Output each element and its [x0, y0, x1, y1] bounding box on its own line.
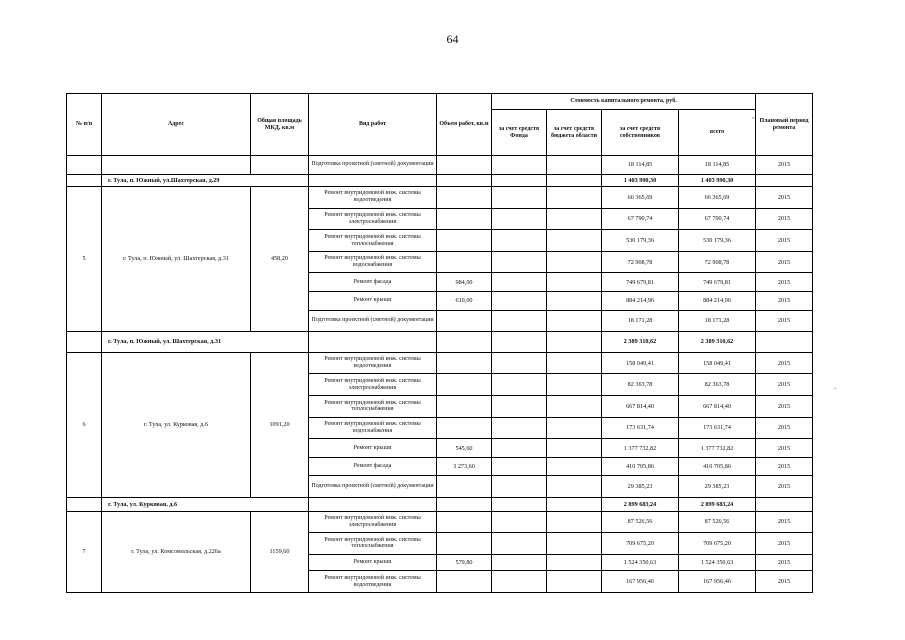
volume-cell: 579,80: [437, 554, 492, 570]
volume-cell: [437, 476, 492, 498]
work-cell: Подготовка проектной (сметной) документации: [309, 156, 437, 175]
total-cell: 1 524 350,63: [679, 554, 756, 570]
owners-cell: 884 214,96: [602, 292, 679, 311]
total-cell: 173 631,74: [679, 417, 756, 439]
owners-cell: 1 524 350,63: [602, 554, 679, 570]
work-cell: Ремонт фасада: [309, 457, 437, 476]
work-cell: Ремонт крыши: [309, 439, 437, 458]
work-cell: Ремонт внутридомовой инж. системы теплоснабжения: [309, 230, 437, 252]
total-cell: 709 675,20: [679, 533, 756, 555]
total-cell: 18 114,85: [679, 156, 756, 175]
period-cell: 2015: [756, 457, 813, 476]
total-cell: 167 956,46: [679, 571, 756, 593]
volume-cell: [437, 186, 492, 208]
work-cell: Ремонт крыши: [309, 554, 437, 570]
header-fund: за счет средств Фонда: [492, 110, 547, 156]
volume-cell: 610,00: [437, 292, 492, 311]
subtotal-row: [67, 498, 813, 511]
owners-cell: 530 179,36: [602, 230, 679, 252]
area-cell: 458,20: [251, 186, 309, 331]
total-cell: 87 526,56: [679, 511, 756, 533]
work-cell: Подготовка проектной (сметной) документации: [309, 310, 437, 332]
table-row: [67, 511, 813, 533]
owners-cell: 749 679,81: [602, 273, 679, 292]
margin-mark: .: [834, 381, 837, 391]
total-cell: 67 790,74: [679, 208, 756, 230]
period-cell: 2015: [756, 156, 813, 175]
total-cell: 884 214,96: [679, 292, 756, 311]
period-cell: 2015: [756, 374, 813, 396]
owners-cell: 667 814,40: [602, 396, 679, 418]
period-cell: 2015: [756, 310, 813, 332]
header-cost-group: Стоимость капитального ремонта, руб.: [492, 94, 756, 110]
row-number: 6: [67, 352, 102, 497]
period-cell: 2015: [756, 230, 813, 252]
owners-cell: 67 790,74: [602, 208, 679, 230]
volume-cell: [437, 374, 492, 396]
work-cell: Ремонт внутридомовой инж. системы теплоснабжения: [309, 396, 437, 418]
subtotal-owners: 2 899 683,24: [602, 498, 679, 511]
header-area: Общая площадь МКД, кв.м: [251, 94, 309, 156]
volume-cell: [437, 571, 492, 593]
repair-cost-table: [66, 93, 813, 593]
volume-cell: 545,60: [437, 439, 492, 458]
total-cell: 158 049,41: [679, 352, 756, 374]
row-number: 5: [67, 186, 102, 331]
volume-cell: [437, 208, 492, 230]
area-cell: 1159,60: [251, 511, 309, 593]
owners-cell: 66 365,69: [602, 186, 679, 208]
owners-cell: 18 114,85: [602, 156, 679, 175]
volume-cell: [437, 230, 492, 252]
work-cell: Ремонт внутридомовой инж. системы теплоснабжения: [309, 533, 437, 555]
volume-cell: [437, 396, 492, 418]
volume-cell: [437, 511, 492, 533]
period-cell: 2015: [756, 511, 813, 533]
work-cell: Ремонт внутридомовой инж. системы водоотведения: [309, 186, 437, 208]
work-cell: Ремонт крыши: [309, 292, 437, 311]
owners-cell: 72 908,78: [602, 251, 679, 273]
period-cell: 2015: [756, 292, 813, 311]
total-cell: 530 179,36: [679, 230, 756, 252]
total-cell: 749 679,81: [679, 273, 756, 292]
owners-cell: 18 171,28: [602, 310, 679, 332]
header-regional: за счет средств бюджета области: [547, 110, 602, 156]
header-num: № п/п: [67, 94, 102, 156]
address-cell: г. Тула, ул. Комсомольская, д.226а: [102, 511, 251, 593]
total-cell: 82 363,78: [679, 374, 756, 396]
work-cell: Ремонт внутридомовой инж. системы водоотведения: [309, 352, 437, 374]
total-cell: 667 814,40: [679, 396, 756, 418]
work-cell: Ремонт внутридомовой инж. системы электроснабжения: [309, 208, 437, 230]
owners-cell: 87 526,56: [602, 511, 679, 533]
volume-cell: [437, 251, 492, 273]
subtotal-address: г. Тула, п. Южный, ул.Шахтерская, д.29: [102, 174, 309, 186]
work-cell: Ремонт внутридомовой инж. системы электроснабжения: [309, 511, 437, 533]
subtotal-row: [67, 332, 813, 353]
owners-cell: 410 705,86: [602, 457, 679, 476]
page-number: 64: [446, 32, 459, 46]
area-cell: 1091,20: [251, 352, 309, 497]
address-cell: г. Тула, ул. Курковая, д.6: [102, 352, 251, 497]
table-row: [67, 156, 813, 175]
owners-cell: 709 675,20: [602, 533, 679, 555]
work-cell: Ремонт внутридомовой инж. системы водоотведения: [309, 571, 437, 593]
total-cell: 72 908,78: [679, 251, 756, 273]
owners-cell: 82 363,78: [602, 374, 679, 396]
owners-cell: 167 956,46: [602, 571, 679, 593]
volume-cell: [437, 417, 492, 439]
total-cell: 410 705,86: [679, 457, 756, 476]
period-cell: 2015: [756, 554, 813, 570]
owners-cell: 158 049,41: [602, 352, 679, 374]
period-cell: 2015: [756, 396, 813, 418]
work-cell: Подготовка проектной (сметной) документации: [309, 476, 437, 498]
total-cell: 29 385,23: [679, 476, 756, 498]
header-total: всего: [679, 110, 756, 156]
subtotal-owners: 1 403 990,30: [602, 174, 679, 186]
header-address: Адрес: [102, 94, 251, 156]
owners-cell: 1 377 732,82: [602, 439, 679, 458]
period-cell: 2015: [756, 208, 813, 230]
subtotal-total: 2 899 683,24: [679, 498, 756, 511]
total-cell: 18 171,28: [679, 310, 756, 332]
subtotal-address: г. Тула, п. Южный, ул. Шахтерская, д.31: [102, 332, 309, 353]
volume-cell: [437, 533, 492, 555]
volume-cell: 984,00: [437, 273, 492, 292]
owners-cell: 173 631,74: [602, 417, 679, 439]
subtotal-total: 2 389 310,62: [679, 332, 756, 353]
period-cell: 2015: [756, 476, 813, 498]
period-cell: 2015: [756, 533, 813, 555]
total-cell: 66 365,69: [679, 186, 756, 208]
header-period: Плановый период ремонта: [756, 94, 813, 156]
period-cell: 2015: [756, 571, 813, 593]
work-cell: Ремонт внутридомовой инж. системы водоснабжения: [309, 417, 437, 439]
work-cell: Ремонт внутридомовой инж. системы водоснабжения: [309, 251, 437, 273]
table-row: [67, 186, 813, 208]
table-row: [67, 352, 813, 374]
volume-cell: [437, 352, 492, 374]
subtotal-address: г. Тула, ул. Курковая, д.6: [102, 498, 309, 511]
owners-cell: 29 385,23: [602, 476, 679, 498]
header-work-type: Вид работ: [309, 94, 437, 156]
work-cell: Ремонт внутридомовой инж. системы электроснабжения: [309, 374, 437, 396]
volume-cell: [437, 310, 492, 332]
volume-cell: 3 273,60: [437, 457, 492, 476]
header-owners: за счет средств собственников: [602, 110, 679, 156]
row-number: 7: [67, 511, 102, 593]
period-cell: 2015: [756, 439, 813, 458]
address-cell: г. Тула, п. Южный, ул. Шахтерская, д.31: [102, 186, 251, 331]
subtotal-row: [67, 174, 813, 186]
subtotal-total: 1 403 990,30: [679, 174, 756, 186]
period-cell: 2015: [756, 186, 813, 208]
subtotal-owners: 2 389 310,62: [602, 332, 679, 353]
period-cell: 2015: [756, 352, 813, 374]
period-cell: 2015: [756, 417, 813, 439]
work-cell: Ремонт фасада: [309, 273, 437, 292]
period-cell: 2015: [756, 251, 813, 273]
header-mark: ˚: [752, 116, 755, 126]
period-cell: 2015: [756, 273, 813, 292]
total-cell: 1 377 732,82: [679, 439, 756, 458]
header-volume: Объем работ, кв.м: [437, 94, 492, 156]
